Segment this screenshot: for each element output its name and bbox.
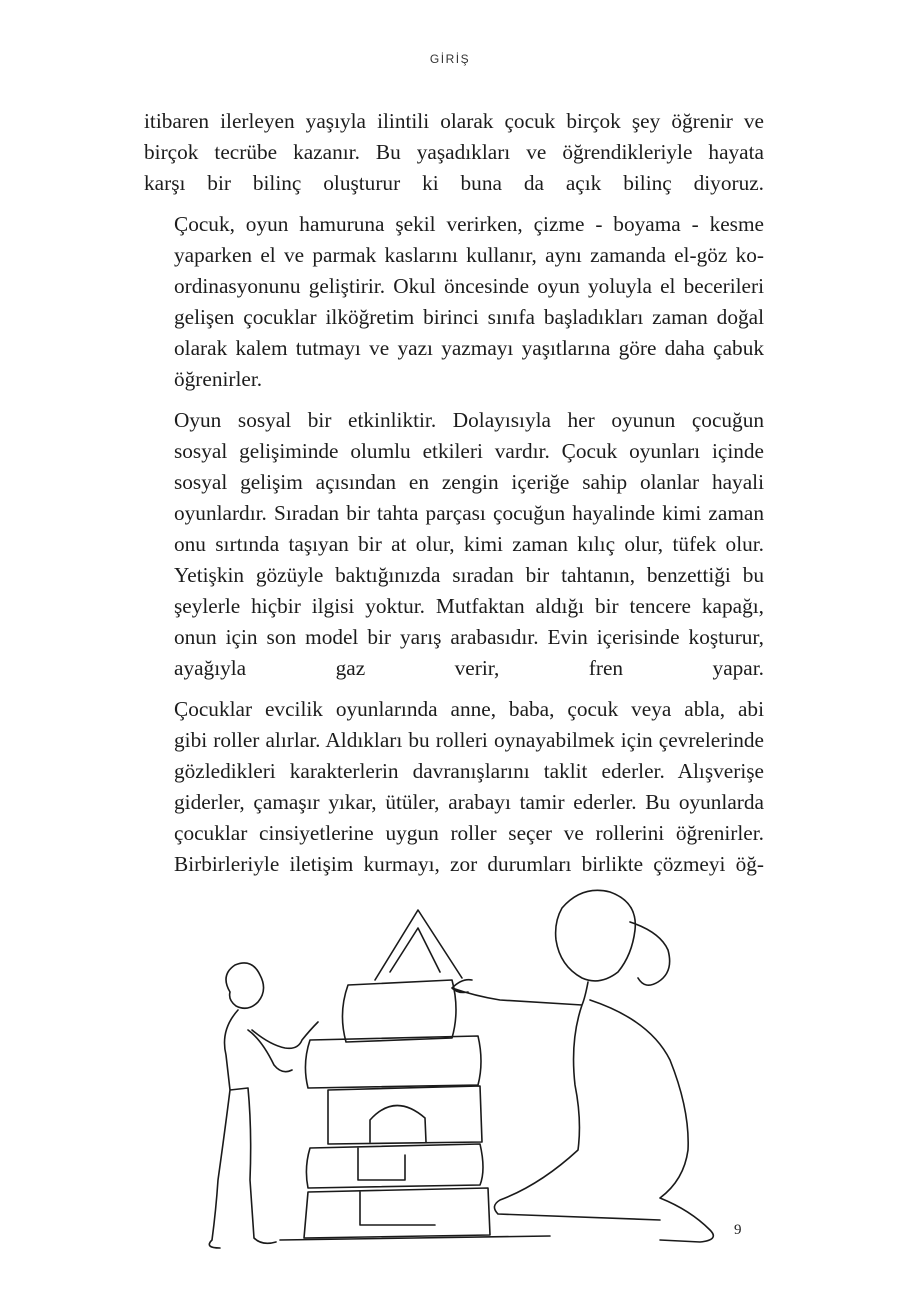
text-line: Oyun sosyal bir etkinliktir. Dolayısıyla her oyunun çocuğun <box>174 408 764 432</box>
text-line: Yetişkin gözüyle baktığınızda sıradan bir tahtanın, benzettiği bu <box>174 563 764 587</box>
text-line: karşı bir bilinç oluşturur ki buna da açık bilinç diyoruz. <box>144 171 764 195</box>
text-line: çocuklar cinsiyetlerine uygun roller seçer ve rollerini öğrenirler. <box>174 821 764 845</box>
text-line: sosyal gelişim açısından en zengin içeriğe sahip olanlar hayali <box>174 470 764 494</box>
text-line: öğrenirler. <box>174 367 263 391</box>
text-line: ayağıyla gaz verir, fren yapar. <box>174 656 764 680</box>
body-text <box>144 106 764 890</box>
text-line: gözledikleri karakterlerin davranışlarını taklit ederler. Alışverişe <box>174 759 764 783</box>
roof-block <box>375 910 462 980</box>
paragraph-4 <box>144 694 764 880</box>
text-line: oyunlardır. Sıradan bir tahta parçası çocuğun hayalinde kimi zaman <box>174 501 764 525</box>
child-figure <box>209 963 318 1248</box>
text-line: itibaren ilerleyen yaşıyla ilintili olarak çocuk birçok şey öğrenir ve <box>144 109 764 133</box>
text-line: gelişen çocuklar ilköğretim birinci sınıfa başladıkları zaman doğal <box>174 305 764 329</box>
text-line: giderler, çamaşır yıkar, ütüler, arabayı tamir ederler. Bu oyunlarda <box>174 790 764 814</box>
text-line: birçok tecrübe kazanır. Bu yaşadıkları ve öğrendikleriyle hayata <box>144 140 764 164</box>
arch-block <box>328 1086 482 1144</box>
text-line: şeylerle hiçbir ilgisi yoktur. Mutfaktan aldığı bir tencere kapağı, <box>174 594 764 618</box>
paragraph-3 <box>144 405 764 684</box>
text-line: Çocuklar evcilik oyunlarında anne, baba, çocuk veya abla, abi <box>174 697 764 721</box>
paragraph-1 <box>144 106 764 199</box>
paragraph-2 <box>144 209 764 395</box>
mother-figure <box>452 890 713 1242</box>
running-head: GİRİŞ <box>429 52 471 66</box>
top-block <box>342 980 456 1042</box>
text-line: Çocuk, oyun hamuruna şekil verirken, çizme - boyama - kesme <box>174 212 764 236</box>
tier-2-block <box>305 1036 481 1088</box>
text-line: gibi roller alırlar. Aldıkları bu rolleri oynayabilmek için çevrelerinde <box>174 728 764 752</box>
tier-4-block <box>306 1144 483 1188</box>
text-line: sosyal gelişiminde olumlu etkileri vardır. Çocuk oyunları içinde <box>174 439 764 463</box>
text-line: onu sırtında taşıyan bir at olur, kimi zaman kılıç olur, tüfek olur. <box>174 532 764 556</box>
mother-child-blocks-illustration <box>190 880 730 1260</box>
text-line: olarak kalem tutmayı ve yazı yazmayı yaşıtlarına göre daha çabuk <box>174 336 764 360</box>
text-line: yaparken el ve parmak kaslarını kullanır, aynı zamanda el-göz ko- <box>174 243 764 267</box>
page-number: 9 <box>734 1222 742 1238</box>
text-line: Birbirleriyle iletişim kurmayı, zor durumları birlikte çözmeyi öğ- <box>174 852 764 876</box>
text-line: onun için son model bir yarış arabasıdır. Evin içerisinde koşturur, <box>174 625 764 649</box>
text-line: ordinasyonunu geliştirir. Okul öncesinde oyun yoluyla el becerileri <box>174 274 764 298</box>
